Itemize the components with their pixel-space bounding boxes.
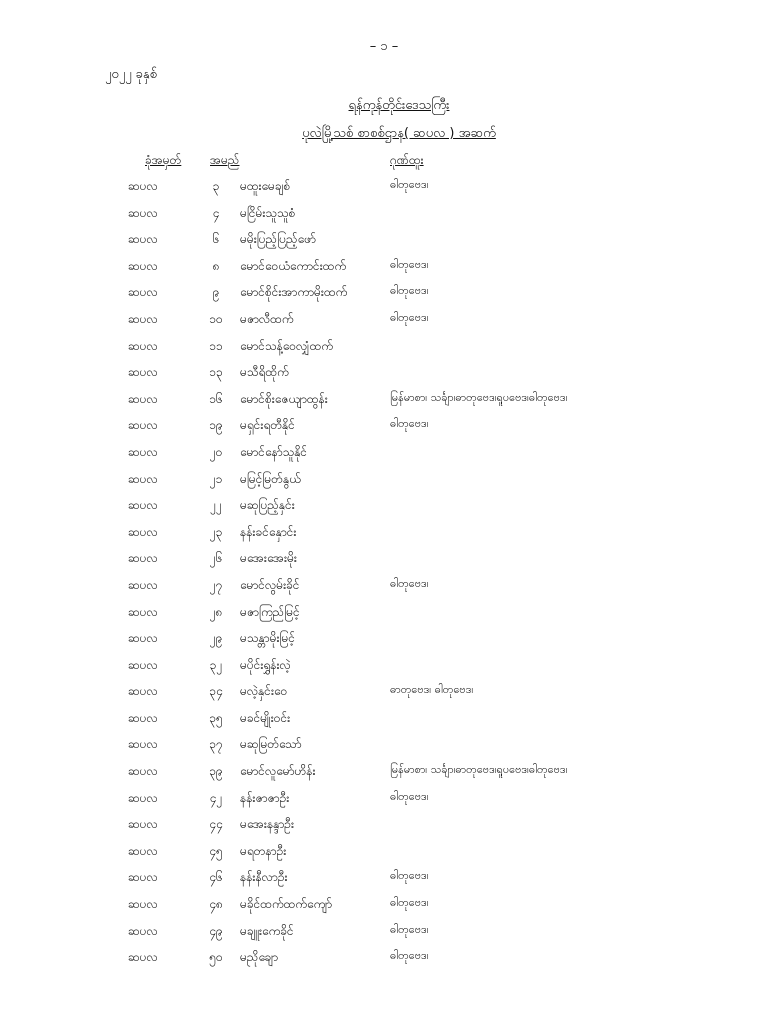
roll-number: ၁၁	[209, 338, 223, 353]
roll-number: ၂၀	[209, 444, 223, 459]
student-name: မလဲ့နှင်းဝေ	[240, 684, 288, 699]
list-item	[0, 863, 768, 890]
list-item	[0, 890, 768, 917]
center-code: ဆပလ	[128, 444, 158, 459]
list-item	[0, 305, 768, 332]
roll-number: ၃၂	[209, 657, 223, 672]
student-name: မောင်ဝေယံကောင်းထက်	[240, 258, 347, 273]
student-name: မောင်နော်သူနိုင်	[240, 444, 308, 459]
page-number: – ၁ –	[369, 39, 399, 54]
list-item	[0, 358, 768, 385]
student-name: မဆုပြည့်နှင်း	[240, 498, 295, 513]
roll-number: ၄	[212, 205, 220, 220]
distinction-subjects: ဓာတုဗေဒ၊ ဓါတုဗေဒ၊	[390, 683, 474, 697]
center-code: ဆပလ	[128, 684, 158, 699]
roll-number: ၂၆	[209, 551, 223, 566]
list-item	[0, 730, 768, 757]
distinction-subjects: ဓါတုဗေဒ၊	[390, 310, 429, 324]
roll-number: ၆	[212, 232, 220, 247]
student-name: မောင်စိုးဇေယျာထွန်း	[240, 391, 328, 406]
list-item	[0, 677, 768, 704]
list-item	[0, 252, 768, 279]
list-item	[0, 784, 768, 811]
roll-number: ၄၆	[209, 870, 223, 885]
student-name: မောင်စိုင်းအာကာမိုးထက်	[240, 285, 348, 300]
center-code: ဆပလ	[128, 737, 158, 752]
roll-number: ၄၅	[209, 843, 223, 858]
roll-number: ၂၂	[210, 498, 222, 513]
region-heading: ရန်ကုန်တိုင်းဒေသကြီး	[348, 98, 450, 113]
center-code: ဆပလ	[128, 471, 158, 486]
roll-number-header: ခုံအမှတ်	[145, 153, 182, 167]
list-item	[0, 704, 768, 731]
student-name: မောင်လူမော်ဟိန်း	[240, 764, 316, 779]
center-code: ဆပလ	[128, 258, 158, 273]
list-item	[0, 571, 768, 598]
roll-number: ၄၂	[209, 790, 223, 805]
center-code: ဆပလ	[128, 604, 158, 619]
center-code: ဆပလ	[128, 790, 158, 805]
list-item	[0, 518, 768, 545]
center-code: ဆပလ	[128, 524, 158, 539]
distinction-subjects: ဓါတုဗေဒ၊	[390, 417, 429, 431]
roll-number: ၃၉	[209, 764, 223, 779]
student-name: မရှင်းရတီနိုင်	[240, 418, 295, 433]
roll-number: ၃	[212, 179, 220, 193]
distinction-subjects: ဓါတုဗေဒ၊	[390, 789, 429, 803]
student-name: မထူးမေချစ်	[240, 179, 291, 193]
student-name: မမိုးပြည့်ပြည့်ဖော်	[240, 232, 316, 247]
exam-center-heading: ပုလဲမြို့သစ် စာစစ်ဌာန( ဆပလ ) အဆက်	[302, 126, 496, 141]
list-item	[0, 837, 768, 864]
center-code: ဆပလ	[128, 365, 158, 380]
roll-number: ၁၀	[209, 311, 223, 326]
center-code: ဆပလ	[128, 897, 158, 912]
center-code: ဆပလ	[128, 923, 158, 938]
center-code: ဆပလ	[128, 285, 158, 300]
center-code: ဆပလ	[128, 311, 158, 326]
student-name: မဇာလီထက်	[240, 311, 294, 326]
center-code: ဆပလ	[128, 577, 158, 592]
student-name: မညိုချော	[240, 950, 279, 965]
center-code: ဆပလ	[128, 870, 158, 885]
roll-number: ၂၁	[209, 471, 223, 486]
student-name: မဇာကြည်မြင့်	[240, 604, 300, 619]
student-name: မခင်မျိုးဝင်း	[240, 710, 291, 725]
roll-number: ၄၉	[209, 923, 223, 938]
roll-number: ၂၈	[209, 604, 223, 619]
list-item	[0, 651, 768, 678]
student-name: မသန္တာမိုးမြင့်	[240, 631, 296, 646]
student-name: မသီရိထိုက်	[240, 365, 289, 380]
roll-number: ၁၆	[209, 391, 223, 406]
results-list	[0, 172, 768, 970]
roll-number: ၄၄	[209, 817, 223, 832]
center-code: ဆပလ	[128, 498, 158, 513]
center-code: ဆပလ	[128, 418, 158, 433]
list-item	[0, 332, 768, 359]
list-item	[0, 810, 768, 837]
list-item	[0, 491, 768, 518]
year-label: ၂၀၂၂ ခုနှစ်	[105, 67, 157, 82]
student-name: မမြင့်မြတ်နွယ်	[240, 471, 301, 486]
center-code: ဆပလ	[128, 551, 158, 566]
student-name: မအေးအေးမိုး	[240, 551, 297, 566]
roll-number: ၄၈	[209, 897, 223, 912]
list-item	[0, 943, 768, 970]
roll-number: ၅၀	[209, 950, 223, 965]
center-code: ဆပလ	[128, 232, 158, 247]
distinction-header: ဂုဏ်ထူး	[390, 153, 424, 167]
roll-number: ၂၇	[209, 577, 223, 592]
student-name: နန်းနီလာဦး	[240, 870, 288, 885]
roll-number: ၂၉	[209, 631, 223, 646]
center-code: ဆပလ	[128, 657, 158, 672]
roll-number: ၃၇	[209, 737, 223, 752]
distinction-subjects: ဓါတုဗေဒ၊	[390, 178, 429, 191]
list-item	[0, 411, 768, 438]
list-item	[0, 465, 768, 492]
center-code: ဆပလ	[128, 391, 158, 406]
center-code: ဆပလ	[128, 950, 158, 965]
center-code: ဆပလ	[128, 631, 158, 646]
distinction-subjects: ဓါတုဗေဒ၊	[390, 949, 429, 963]
roll-number: ၁၃	[209, 365, 223, 380]
distinction-subjects: ဓါတုဗေဒ၊	[390, 922, 429, 936]
center-code: ဆပလ	[128, 843, 158, 858]
student-name: မပိုင်းရွှန်းလဲ့	[240, 657, 291, 672]
student-name: မခိုင်ထက်ထက်ကျော်	[240, 897, 333, 912]
list-item	[0, 172, 768, 199]
student-name: မငြိမ်းသူသူစံ	[240, 205, 296, 220]
roll-number: ၈	[212, 258, 220, 273]
roll-number: ၉	[212, 285, 220, 300]
distinction-subjects: ဓါတုဗေဒ၊	[390, 869, 429, 883]
list-item	[0, 225, 768, 252]
roll-number: ၃၄	[209, 684, 223, 699]
distinction-subjects: ဓါတုဗေဒ၊	[390, 284, 429, 298]
list-item	[0, 278, 768, 305]
student-name: မအေးနန္ဒာဦး	[240, 817, 295, 832]
center-code: ဆပလ	[128, 764, 158, 779]
center-code: ဆပလ	[128, 710, 158, 725]
list-item	[0, 757, 768, 784]
list-item	[0, 598, 768, 625]
center-code: ဆပလ	[128, 179, 158, 193]
distinction-subjects: ဓါတုဗေဒ၊	[390, 257, 429, 271]
distinction-subjects: ဓါတုဗေဒ၊	[390, 896, 429, 910]
student-name: မချူးကေခိုင်	[240, 923, 294, 938]
student-name: မဆုမြတ်သော်	[240, 737, 302, 752]
center-code: ဆပလ	[128, 338, 158, 353]
roll-number: ၃၅	[209, 710, 223, 725]
student-name: မောင်သန့်ဝေလျှံထက်	[240, 338, 333, 353]
name-header: အမည်	[210, 153, 240, 167]
list-item	[0, 438, 768, 465]
center-code: ဆပလ	[128, 817, 158, 832]
list-item	[0, 199, 768, 226]
distinction-subjects: မြန်မာစာ၊ သင်္ချာ၊ဓာတုဗေဒ၊ရူပဗေဒ၊ဓါတုဗေဒ၊	[390, 390, 568, 404]
center-code: ဆပလ	[128, 205, 158, 220]
list-item	[0, 385, 768, 412]
list-item	[0, 544, 768, 571]
distinction-subjects: မြန်မာစာ၊ သင်္ချာ၊ဓာတုဗေဒ၊ရူပဗေဒ၊ဓါတုဗေဒ၊	[390, 763, 568, 777]
list-item	[0, 624, 768, 651]
student-name: မောင်လွမ်းခိုင်	[240, 577, 300, 592]
student-name: နန်းဇာဇာဦး	[240, 790, 290, 805]
student-name: နန်းခင်နှောင်း	[240, 524, 297, 539]
roll-number: ၂၃	[209, 524, 223, 539]
list-item	[0, 917, 768, 944]
distinction-subjects: ဓါတုဗေဒ၊	[390, 576, 429, 590]
student-name: မရတနာဦး	[240, 843, 287, 858]
roll-number: ၁၉	[209, 418, 223, 433]
